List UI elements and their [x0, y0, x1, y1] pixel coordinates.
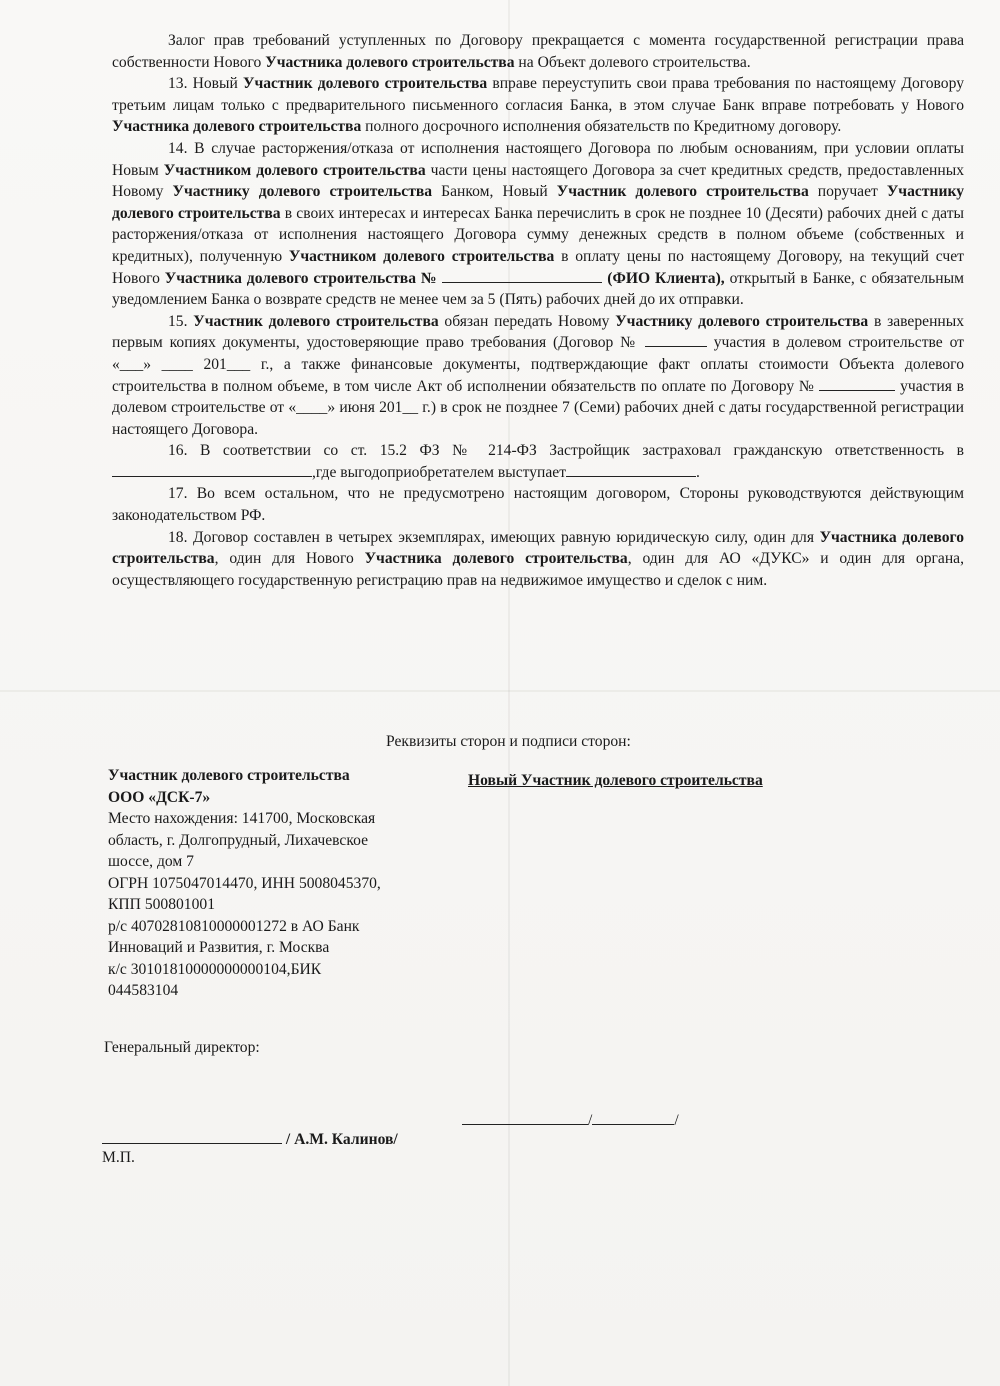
- signature-director: / А.М. Калинов/: [102, 1129, 398, 1149]
- name-line: [592, 1110, 674, 1125]
- paragraph-18: 18. Договор составлен в четырех экземплярах, имеющих равную юридическую силу, один для Участника долевого строительства, один для Нового Участника долевого строительства, один для АО «ДУКС» и один для органа, осуществляющего государственную регистрацию прав на недвижимое имущество и сделок с ним.: [112, 528, 964, 589]
- paper-fold-horizontal: [0, 690, 1000, 692]
- contract-body: [112, 30, 964, 591]
- signature-line: [102, 1129, 282, 1144]
- requisite-line: Инноваций и Развития, г. Москва: [108, 939, 330, 956]
- paragraph-17: 17. Во всем остальном, что не предусмотрено настоящим договором, Стороны руководствуются действующим законодательством РФ.: [112, 485, 964, 525]
- requisite-line: к/с 30101810000000000104,БИК: [108, 960, 322, 978]
- party-new-participant-heading: Новый Участник долевого строительства: [468, 772, 763, 789]
- requisite-line: р/с 40702810810000001272 в АО Банк: [108, 917, 360, 935]
- requisite-line: Место нахождения: 141700, Московская: [108, 810, 376, 827]
- requisite-line: 044583104: [108, 982, 179, 999]
- paragraph-13: 13. Новый Участник долевого строительства вправе переуступить свои права требования по настоящему Договору третьим лицам только с предварительного письменного согласия Банка, в этом случае Банк вправе потребовать у Нового Участника долевого строительства полного досрочного исполнения обязательств по Кредитному договору.: [112, 75, 964, 136]
- signature-new-participant: / /: [462, 1110, 679, 1130]
- party-developer-company: ООО «ДСК-7»: [108, 788, 211, 806]
- paragraph-12-continuation: Залог прав требований уступленных по Договору прекращается с момента государственной регистрации права собственности Нового Участника долевого строительства на Объект долевого строительства.: [112, 32, 964, 71]
- paragraph-16: 16. В соответствии со ст. 15.2 ФЗ № 214-ФЗ Застройщик застраховал гражданскую ответственность в,где выгодоприобретателем выступает .: [112, 440, 964, 483]
- requisite-line: область, г. Долгопрудный, Лихачевское: [108, 831, 369, 849]
- payment-contract-number-blank: [819, 376, 895, 391]
- account-number-blank: [442, 268, 602, 283]
- party-developer-heading: Участник долевого строительства: [108, 767, 350, 784]
- party-developer-block: [108, 765, 438, 1002]
- paragraph-14: 14. В случае расторжения/отказа от исполнения настоящего Договора по любым основаниям, при условии оплаты Новым Участником долевого строительства части цены настоящего Договора за счет кредитных средств, предоставленных Новому Участнику долевого строительства Банком, Новый Участник долевого строительства поручает Участнику долевого строительства в своих интересах и интересах Банка перечислить в срок не позднее 10 (Десяти) рабочих дней с даты расторжения/отказа от исполнения настоящего Договора сумму денежных средств в полном объеме (собственных и кредитных), полученную Участником долевого строительства в оплату цены по настоящему Договору, на текущий счет Нового Участника долевого строительства № (ФИО Клиента), открытый в Банке, с обязательным уведомлением Банка о возврате средств не менее чем за 5 (Пять) рабочих дней до их отправки.: [112, 139, 965, 309]
- beneficiary-blank: [566, 462, 696, 477]
- requisites-title: Реквизиты сторон и подписи сторон:: [386, 733, 631, 750]
- requisite-line: ОГРН 1075047014470, ИНН 5008045370,: [108, 874, 381, 892]
- contract-number-blank: [645, 332, 707, 347]
- signature-line: [462, 1110, 588, 1125]
- requisite-line: КПП 500801001: [108, 896, 215, 913]
- requisite-line: шоссе, дом 7: [108, 853, 194, 870]
- stamp-place-label: М.П.: [102, 1149, 135, 1166]
- director-label: Генеральный директор:: [104, 1039, 260, 1056]
- insurer-blank: [112, 462, 312, 477]
- paragraph-15: 15. Участник долевого строительства обязан передать Новому Участнику долевого строительства в заверенных первым копиях документы, удостоверяющие право требования (Договор № участия в долевом строительстве от «___» ____ 201___ г., а также финансовые документы, подтверждающие факт оплаты стоимости Объекта долевого строительства в полном объеме, в том числе Акт об исполнении обязательств по оплате по Договору № участия в долевом строительстве от «____» июня 201__ г.) в срок не позднее 7 (Семи) рабочих дней с даты государственной регистрации настоящего Договора.: [112, 312, 965, 438]
